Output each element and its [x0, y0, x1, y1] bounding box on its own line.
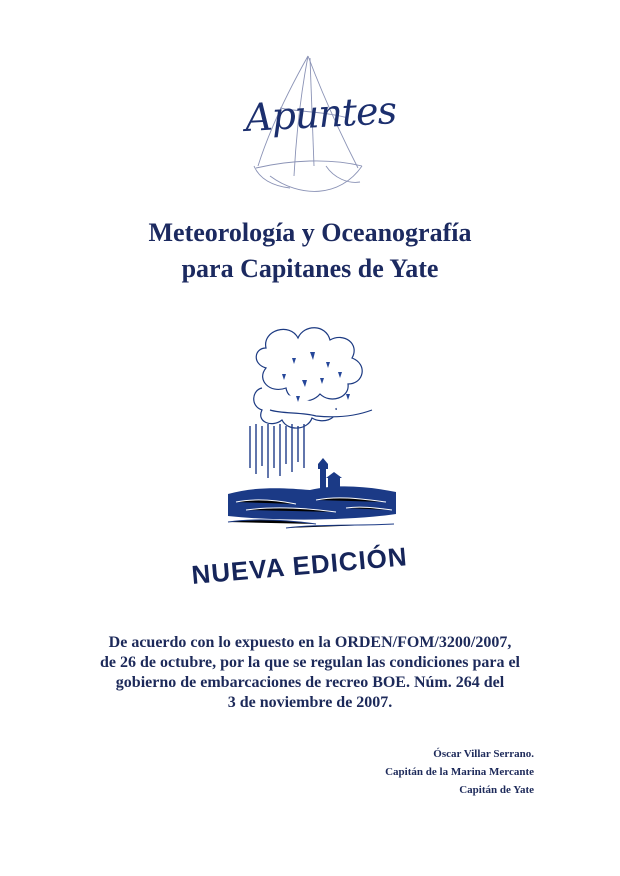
edition-label: NUEVA EDICIÓN [190, 541, 409, 591]
legal-note-line: De acuerdo con lo expuesto en la ORDEN/FOM/3200/2007, [108, 634, 512, 651]
page-title-line-1: Meteorología y Oceanografía [148, 218, 472, 247]
legal-note-line: de 26 de octubre, por la que se regulan las condiciones para el [99, 654, 520, 671]
legal-note-line: 3 de noviembre de 2007. [227, 694, 393, 711]
legal-note-line: gobierno de embarcaciones de recreo BOE. Núm. 264 del [115, 674, 505, 691]
cloud-rain-lighthouse-icon [226, 318, 398, 530]
author-name: Óscar Villar Serrano. [433, 748, 534, 760]
author-role: Capitán de la Marina Mercante [385, 766, 534, 778]
legal-note [70, 633, 550, 713]
author-role: Capitán de Yate [459, 784, 534, 796]
logo-wordmark: Apuntes [244, 88, 398, 140]
page-title-line-2: para Capitanes de Yate [181, 254, 439, 283]
author-block [385, 745, 534, 799]
